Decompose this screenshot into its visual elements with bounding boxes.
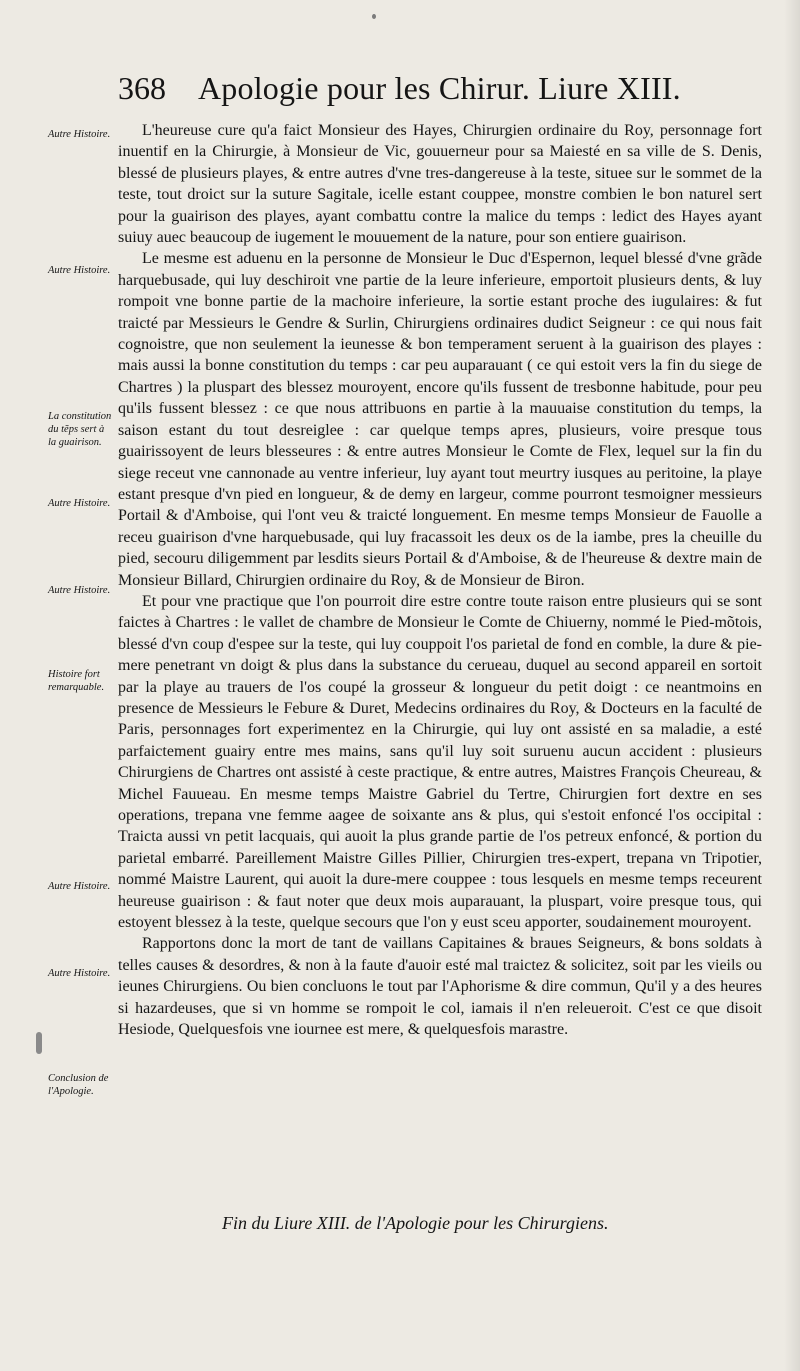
margin-note-autre-histoire: Autre Histoire. xyxy=(48,129,111,140)
running-title: Apologie pour les Chirur. Liure XIII. xyxy=(198,70,681,106)
page-number: 368 xyxy=(118,70,166,106)
paragraph-espernon: Le mesme est aduenu en la personne de Monsieur le Duc d'Espernon, lequel blessé d'vne grãde harquebusade, qui luy deschiroit vne partie de la leure inferieure, emportoit plusieurs dents, & luy rompoit vne bonne partie de la machoire inferieure, la sortie estant proche des iugulaires: & fut traicté par Messieurs le Gendre & Surlin, Chirurgiens ordinaires dudict Seigneur : ce qui nous fait cognoistre, que non seulement la ieunesse & bon temperament seruent à la guairison des playes : mais aussi la bonne constitution du temps : car peu auparauant ( ce qui estoit vers la fin du siege de Chartres ) la pluspart des blessez mouroyent, encore qu'ils fussent de tresbonne habitude, pour peu qu'ils fussent blessez : ce que nous attribuons en partie à la mauuaise constitution du temps, la saison estant du tout desreiglee : car quelque temps apres, plusieurs, voire presque tous guairissoyent de leurs blesseures : & entre autres Monsieur le Comte de Flex, lequel sur la fin du siege receut vne cannonade au ventre inferieur, luy ayant tout meurtry iusques au peritoine, la playe estant presque d'vn pied en longueur, & de demy en largeur, comme pourront tesmoigner messieurs Portail & d'Amboise, qui l'ont veu & traicté longuement. En mesme temps Monsieur de Fauolle a receu guairison d'vne harquebusade, qui luy fracassoit les deux os de la iambe, pres la cheuille du pied, secouru diligemment par lesdits sieurs Portail & d'Amboise, & de l'heureuse & dextre main de Monsieur Billard, Chirurgien ordinaire du Roy, & de Monsieur de Biron. xyxy=(118,250,762,589)
page-edge-shadow xyxy=(784,0,800,1371)
paragraph-des-hayes: L'heureuse cure qu'a faict Monsieur des Hayes, Chirurgien ordinaire du Roy, personnage fort inuentif en la Chirurgie, à Monsieur de Vic, gouuerneur pour sa Maiesté en sa ville de S. Denis, blessé de plusieurs playes, & entre autres d'vne tres-dangereuse à la teste, situee sur le sommet de la teste, tout droict sur la suture Sagitale, icelle estant couppee, monstre combien le bon naturel sert pour la guairison des playes, ayant combattu contre la malice du temps : ledict des Hayes ayant suiuy auec beaucoup de iugement le mouuement de la nature, pour son entiere guairison. xyxy=(118,122,762,247)
main-text xyxy=(118,120,762,1040)
page-header xyxy=(118,70,768,118)
end-of-book-line: Fin du Liure XIII. de l'Apologie pour les Chirurgiens. xyxy=(222,1213,609,1233)
paragraph-conclusion: Rapportons donc la mort de tant de vaillans Capitaines & braues Seigneurs, & bons soldats à telles causes & desordres, & non à la faute d'auoir esté mal traictez & solicitez, soit par les vieils ou ieunes Chirurgiens. Ou bien concluons le tout par l'Aphorisme & dire commun, Qu'il y a des heures si hazardeuses, que si vn homme se rompoit le col, iamais il n'en releueroit. C'est ce que disoit Hesiode, Quelquesfois vne iournee est mere, & quelquesfois marastre. xyxy=(118,935,762,1039)
margin-note-conclusion: Conclusion de l'Apologie. xyxy=(48,1073,109,1097)
margin-note-histoire-remarquable: Histoire fort remarquable. xyxy=(48,669,105,693)
margin-note-constitution: La constitution du tẽps sert à la guairison. xyxy=(48,411,112,448)
margin-note-autre-histoire: Autre Histoire. xyxy=(48,585,111,596)
paper-stain xyxy=(36,1032,42,1054)
margin-note-autre-histoire: Autre Histoire. xyxy=(48,881,111,892)
margin-note-autre-histoire: Autre Histoire. xyxy=(48,265,111,276)
paper-speck xyxy=(372,14,376,19)
paragraph-pratique-chartres: Et pour vne practique que l'on pourroit dire estre contre toute raison entre plusieurs qui se sont faictes à Chartres : le vallet de chambre de Monsieur le Comte de Chiuerny, nommé le Pied-mõtois, blessé d'vn coup d'espee sur la teste, qui luy couppoit l'os parietal de fond en comble, la dure & pie-mere penetrant vn doigt & plus dans la substance du cerueau, duquel au second appareil en sortoit par la playe au trauers de l'os coupé la grosseur & longueur du petit doigt : ce neantmoins en presence de Messieurs le Febure & Duret, Medecins ordinaires du Roy, & Docteurs en la faculté de Paris, personnages fort experimentez en la Chirurgie, qui luy ont assisté en sa maladie, a esté parfaictement guairy entre mes mains, sans qu'il luy soit suruenu aucun accident : plusieurs Chirurgiens de Chartres ont assisté à ceste practique, & entre autres, Maistres François Cheureau, & Michel Fauueau. En mesme temps Maistre Gabriel du Tertre, Chirurgien fort dextre en ses operations, trepana vne femme aagee de soixante ans & plus, qui s'estoit enfoncé l'os occipital : Traicta aussi vn petit lacquais, qui auoit la plus grande partie de l'os petreux enfoncé, & portion du parietal embarré. Pareillement Maistre Gilles Pillier, Chirurgien tres-expert, trepana vn Tripotier, nommé Maistre Laurent, qui auoit la dure-mere couppee : tous lesquels en mesme temps receurent heureuse guairison : & faut noter que deux mois auparauant, la pluspart, voire presque tous, qui estoyent blessez à la teste, quelque secours que l'on y eust sceu apporter, soudainement mouroyent. xyxy=(118,592,762,932)
margin-note-autre-histoire: Autre Histoire. xyxy=(48,498,111,509)
margin-note-autre-histoire: Autre Histoire. xyxy=(48,968,111,979)
